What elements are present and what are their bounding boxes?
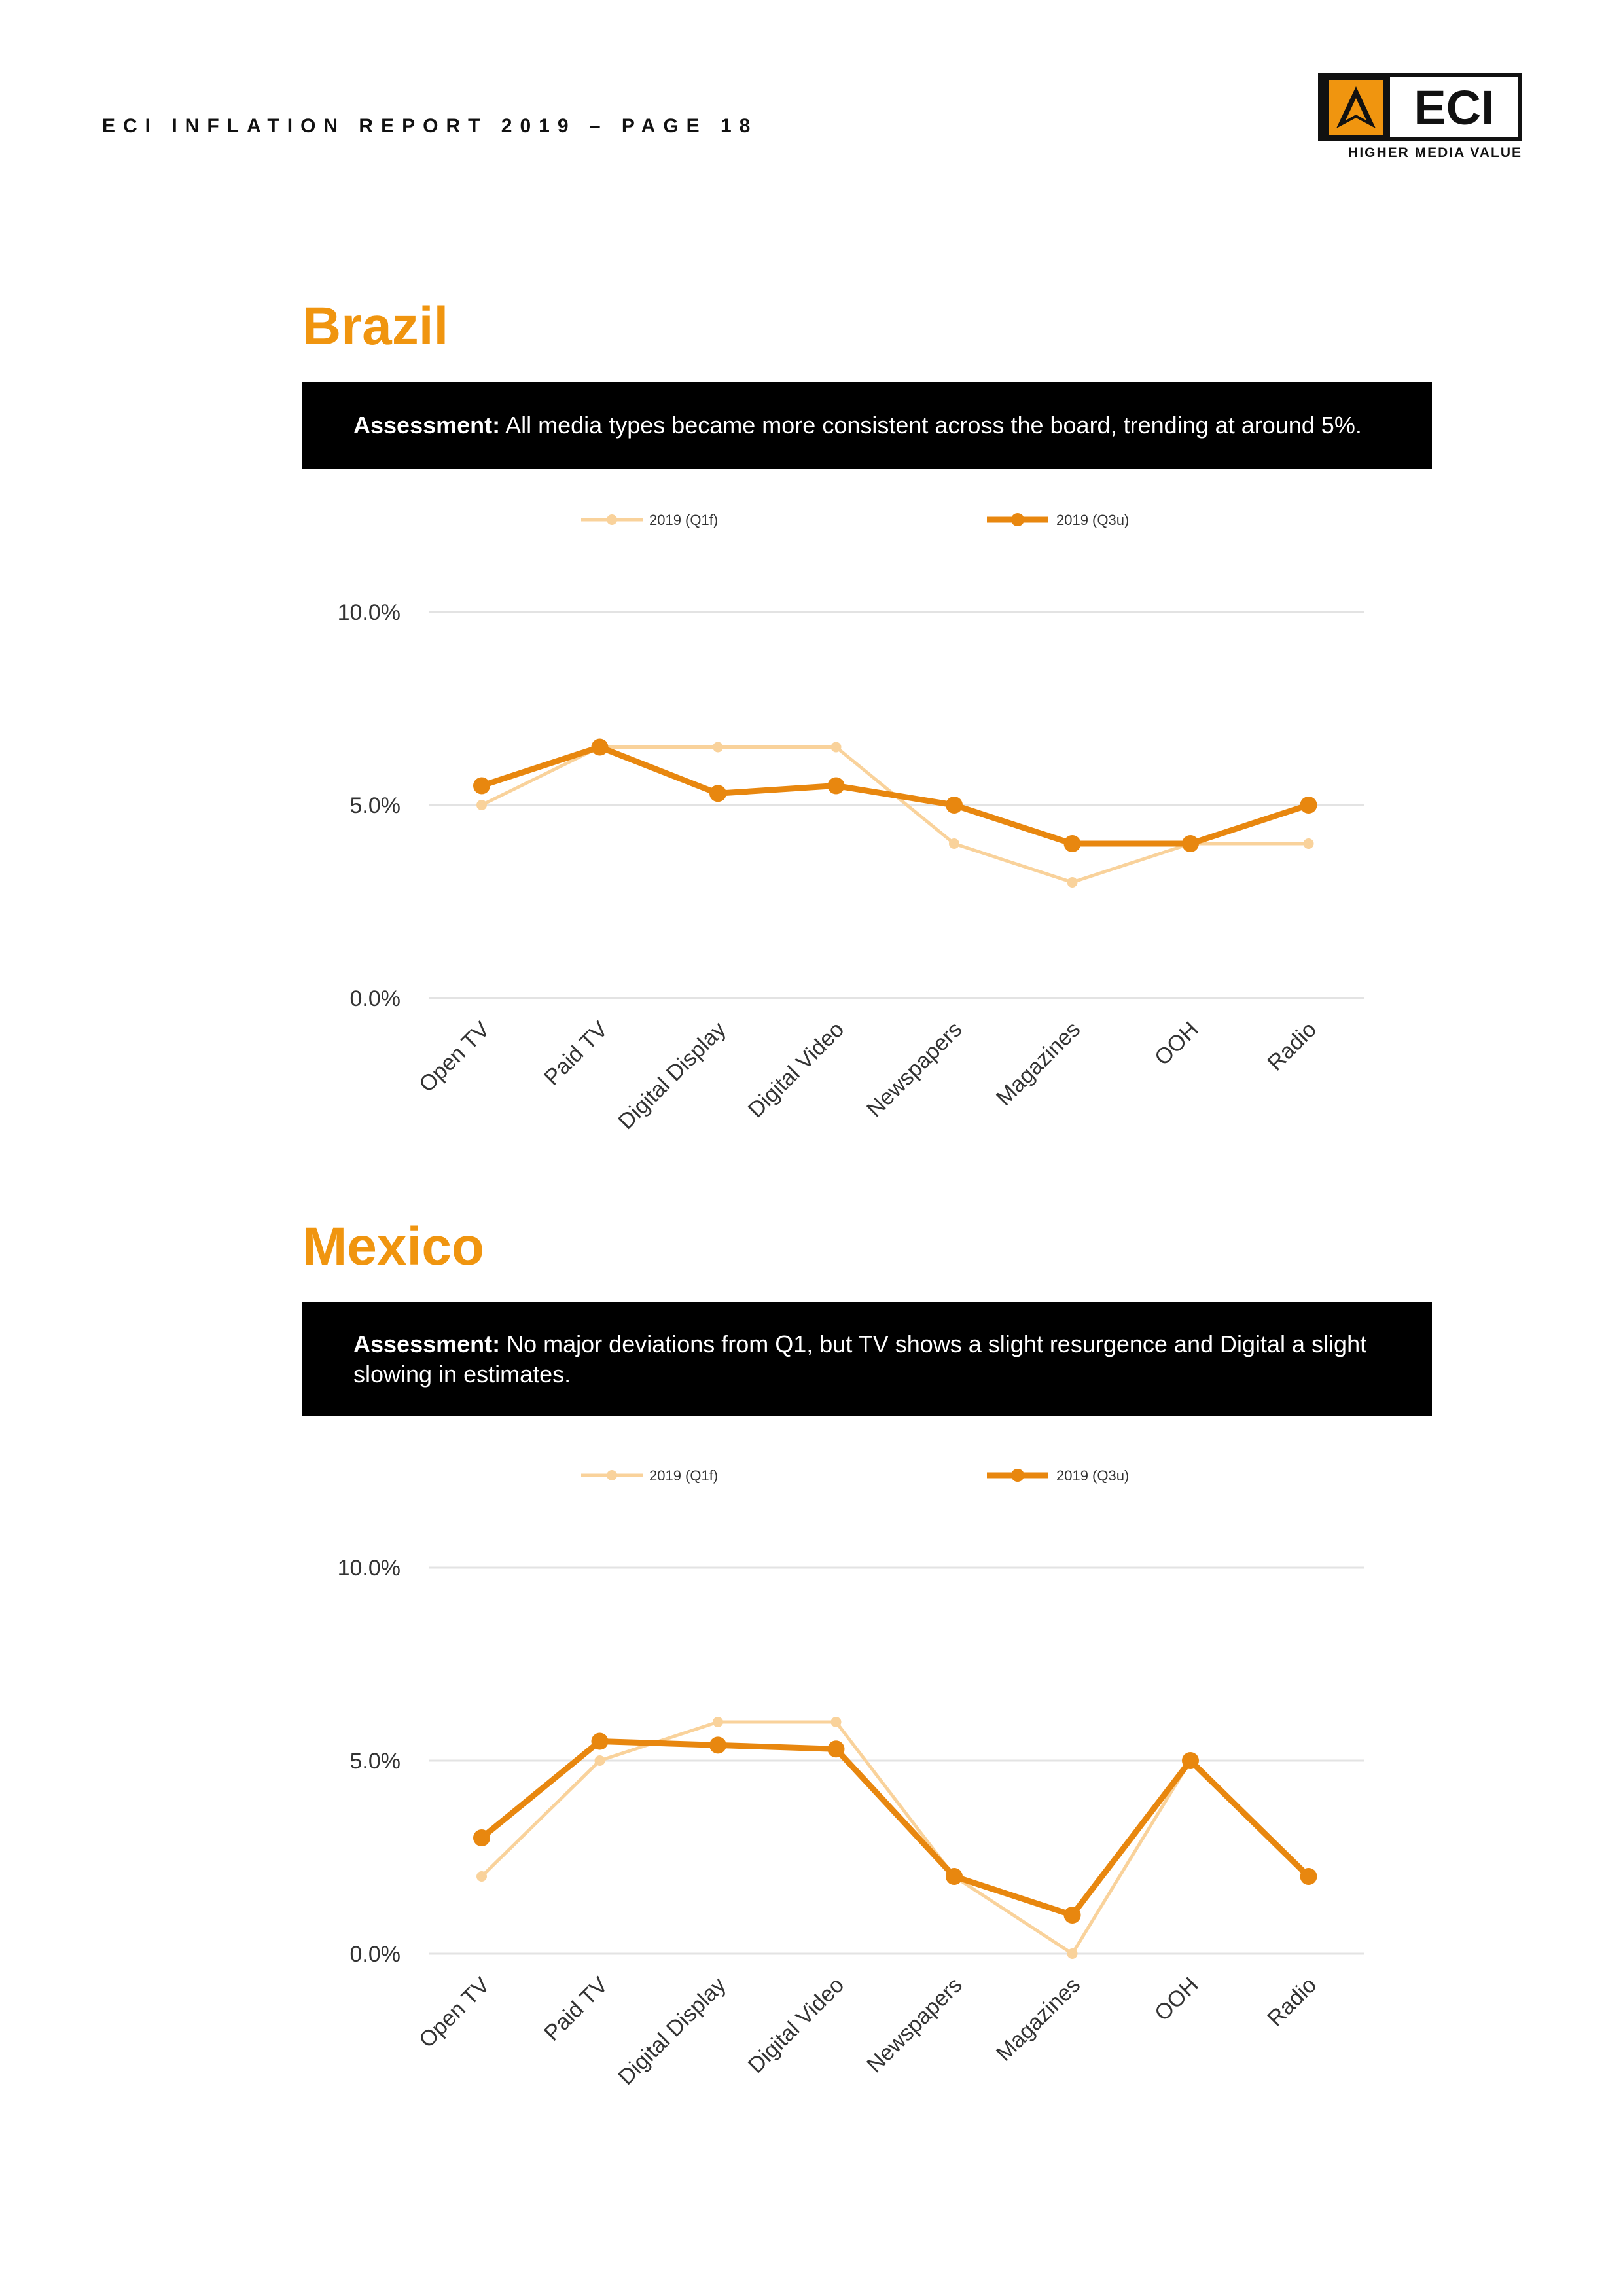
data-point — [592, 1733, 609, 1750]
data-point — [1300, 1868, 1317, 1885]
series-line — [482, 747, 1309, 844]
y-tick-label: 5.0% — [349, 1749, 401, 1774]
legend-marker — [1011, 1469, 1024, 1482]
data-point — [713, 742, 723, 753]
data-point — [949, 838, 959, 849]
logo-box — [1318, 73, 1522, 141]
series-line — [482, 1742, 1309, 1916]
assessment-text: All media types became more consistent across the board, trending at around 5%. — [505, 412, 1362, 439]
legend-label: 2019 (Q1f) — [649, 512, 719, 528]
data-point — [1300, 797, 1317, 814]
x-tick-label: Newspapers — [862, 1972, 967, 2078]
data-point — [828, 1740, 845, 1757]
x-tick-label: Digital Display — [613, 1972, 731, 2090]
x-tick-label: Magazines — [991, 1016, 1086, 1111]
legend-marker — [607, 514, 617, 525]
data-point — [1064, 835, 1081, 852]
data-point — [1304, 838, 1314, 849]
legend-marker — [607, 1470, 617, 1480]
logo-tagline: HIGHER MEDIA VALUE — [1348, 145, 1522, 160]
assessment-label: Assessment: — [353, 412, 501, 439]
data-point — [476, 800, 487, 810]
series-line — [482, 747, 1309, 883]
x-tick-label: Paid TV — [539, 1016, 613, 1090]
legend-marker — [1011, 513, 1024, 526]
x-tick-label: Digital Video — [743, 1972, 849, 2079]
data-point — [592, 739, 609, 756]
y-tick-label: 10.0% — [337, 600, 401, 625]
data-point — [709, 785, 726, 802]
data-point — [473, 1829, 490, 1846]
x-tick-label: OOH — [1150, 1016, 1204, 1071]
x-tick-label: Digital Display — [613, 1016, 731, 1134]
x-tick-label: Radio — [1262, 1972, 1322, 2032]
y-tick-label: 5.0% — [349, 793, 401, 818]
data-point — [1182, 835, 1199, 852]
data-point — [473, 778, 490, 795]
data-point — [1067, 1948, 1078, 1959]
section-title-mexico: Mexico — [302, 1217, 484, 1276]
legend-label: 2019 (Q3u) — [1056, 1467, 1130, 1484]
data-point — [946, 797, 963, 814]
arrow-icon — [1322, 77, 1390, 137]
report-header: ECI INFLATION REPORT 2019 – PAGE 18 — [102, 115, 758, 137]
eci-logo — [1318, 73, 1527, 161]
data-point — [476, 1871, 487, 1882]
brazil-line-chart — [0, 491, 1623, 1145]
legend-label: 2019 (Q1f) — [649, 1467, 719, 1484]
x-tick-label: Open TV — [414, 1972, 495, 2053]
x-tick-label: Newspapers — [862, 1016, 967, 1122]
x-tick-label: Digital Video — [743, 1016, 849, 1123]
x-tick-label: OOH — [1150, 1972, 1204, 2026]
x-tick-label: Open TV — [414, 1016, 495, 1098]
mexico-line-chart — [0, 1446, 1623, 2101]
data-point — [1067, 877, 1078, 888]
data-point — [828, 778, 845, 795]
data-point — [709, 1736, 726, 1753]
data-point — [1064, 1907, 1081, 1924]
legend-label: 2019 (Q3u) — [1056, 512, 1130, 528]
assessment-box-brazil — [302, 382, 1432, 469]
y-tick-label: 0.0% — [349, 1942, 401, 1967]
assessment-box-mexico — [302, 1302, 1432, 1416]
section-title-brazil: Brazil — [302, 296, 449, 356]
data-point — [946, 1868, 963, 1885]
y-tick-label: 10.0% — [337, 1556, 401, 1581]
assessment-text: No major deviations from Q1, but TV shows a slight resurgence and Digital a slight slowing in estimates. — [353, 1331, 1367, 1388]
x-tick-label: Radio — [1262, 1016, 1322, 1076]
x-tick-label: Paid TV — [539, 1972, 613, 2046]
data-point — [595, 1755, 605, 1766]
assessment-label: Assessment: — [353, 1331, 501, 1357]
data-point — [1182, 1752, 1199, 1769]
logo-wordmark: ECI — [1414, 80, 1495, 135]
data-point — [713, 1717, 723, 1727]
data-point — [831, 742, 842, 753]
x-tick-label: Magazines — [991, 1972, 1086, 2066]
data-point — [831, 1717, 842, 1727]
y-tick-label: 0.0% — [349, 986, 401, 1011]
